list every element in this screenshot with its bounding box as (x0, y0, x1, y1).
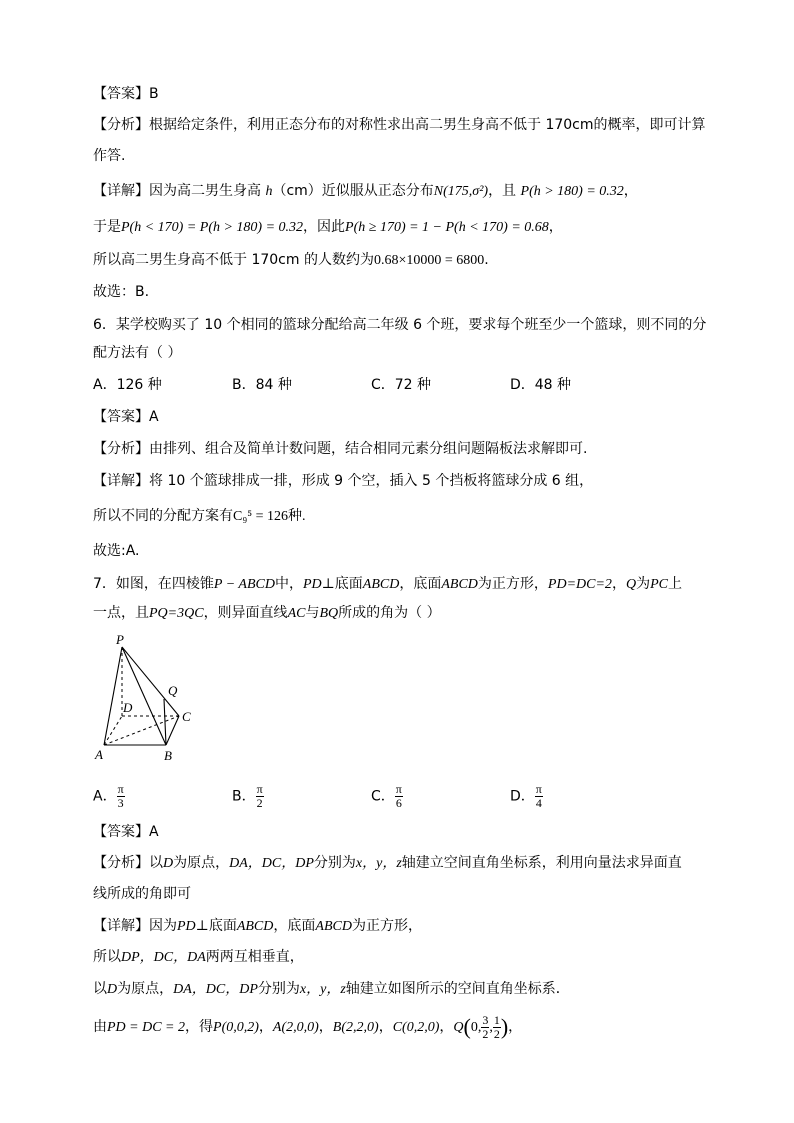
q7-analysis-line-1 (93, 853, 682, 874)
count-expr: 0.68×10000 = 6800 (373, 253, 485, 268)
q7-option-d-num: π (535, 782, 542, 796)
q7-detail-1e: ，底面 (273, 918, 316, 934)
q7-option-b-den: 2 (256, 796, 263, 810)
q7-stem-1m: 为 (636, 576, 651, 592)
q7-stem-1b: P − ABCD (213, 577, 275, 592)
q7-option-d-label: D． (510, 788, 535, 805)
paren-close: ) (500, 1014, 509, 1039)
answer-tag: 【答案】 (93, 409, 149, 425)
q6-option-a: A．126 种 (93, 377, 162, 393)
q7-analysis-1g: 轴建立空间直角坐标系，利用向量法求异面直 (401, 855, 682, 871)
q5-analysis-text-1: 根据给定条件，利用正态分布的对称性求出高二男生身高不低于 170cm的概率，即可计算 (149, 117, 706, 133)
q-x-coord: 0, (470, 1020, 482, 1035)
q7-detail-line-3 (93, 979, 570, 1000)
analysis-tag: 【分析】 (93, 441, 149, 457)
q7-detail-1f: ABCD (315, 919, 352, 934)
q6-detail-line-2 (93, 506, 306, 527)
q-z-num: 1 (493, 1012, 500, 1027)
q7-detail-3d: DA，DC，DP (173, 982, 258, 997)
q7-option-a-den: 3 (117, 796, 124, 810)
q7-detail-1a: 因为 (149, 918, 177, 934)
q7-detail-line-1 (93, 916, 422, 937)
label-C: C (182, 709, 191, 724)
q5-detail-line-3 (93, 250, 489, 271)
q7-stem-2g: 所成的角为（ ） (338, 605, 441, 621)
q5-choose-text: 故选：B. (93, 284, 150, 300)
q7-option-a (93, 783, 125, 810)
period: . (484, 252, 489, 268)
q7-stem-1c: 中， (274, 576, 303, 592)
q6-option-d: D．48 种 (510, 377, 572, 393)
q7-analysis-2: 线所成的角即可 (93, 886, 191, 902)
point-P: P(0,0,2) (213, 1020, 259, 1035)
q7-detail-2b: DP，DC，DA (121, 950, 206, 965)
q7-detail-1b: PD⊥ (177, 919, 209, 934)
label-A: A (95, 747, 103, 762)
comma: ， (548, 219, 563, 235)
q-comma: , (489, 1020, 493, 1035)
q7-option-c-den: 6 (395, 796, 402, 810)
q7-stem-1a: 7．如图，在四棱锥 (93, 576, 214, 592)
q7-stem-1d: PD⊥ (302, 577, 335, 592)
q7-option-c-num: π (395, 782, 402, 796)
q7-option-d-den: 4 (535, 796, 542, 810)
q7-stem-1j: PD=DC=2 (547, 577, 612, 592)
q6-answer: A (149, 409, 159, 425)
q7-stem-2d: AC (287, 606, 306, 621)
q5-analysis-text-2: 作答. (93, 148, 126, 164)
q7-stem-line-2 (93, 603, 441, 624)
q6-choose-text: 故选:A. (93, 543, 140, 559)
q7-option-a-label: A． (93, 788, 117, 805)
q7-option-a-frac (117, 783, 125, 810)
q7-detail-1c: 底面 (208, 918, 237, 934)
q7-stem-1i: 为正方形， (477, 576, 548, 592)
prob-expr-3: P(h ≥ 170) = 1 − P(h < 170) = 0.68 (345, 220, 549, 235)
point-C: C(0,2,0) (392, 1020, 440, 1035)
q7-detail-4c: ，得 (185, 1019, 214, 1035)
q7-stem-1h: ABCD (441, 577, 478, 592)
edge-PA (104, 647, 122, 745)
q7-answer-line (93, 822, 159, 842)
q7-analysis-line-2 (93, 884, 191, 904)
q7-option-d (510, 783, 543, 810)
q7-analysis-1c: 为原点， (173, 855, 230, 871)
q7-option-b-num: π (256, 782, 263, 796)
analysis-tag: 【分析】 (93, 117, 149, 133)
q7-detail-3f: x，y，z (299, 982, 346, 997)
q7-answer: A (149, 824, 159, 840)
q7-stem-1g: ，底面 (399, 576, 442, 592)
q7-analysis-1e: 分别为 (313, 855, 356, 871)
detail-tag: 【详解】 (93, 473, 149, 489)
q7-detail-line-2 (93, 947, 304, 968)
q7-stem-1l: Q (625, 577, 637, 592)
q7-detail-1g: 为正方形， (351, 918, 422, 934)
q5-choose (93, 282, 149, 302)
q7-analysis-1f: x，y，z (355, 856, 402, 871)
q7-option-c-frac (395, 783, 403, 810)
q5-detail-text-1d: ，且 (488, 183, 517, 199)
q7-detail-2c: 两两互相垂直， (205, 949, 304, 965)
combination-expr: C₉⁵ = 126种. (233, 509, 306, 524)
q7-detail-4b: PD = DC = 2 (107, 1020, 186, 1035)
q5-analysis-line-2 (93, 146, 125, 166)
q7-detail-4e: ， (258, 1019, 273, 1035)
comma: ， (623, 183, 638, 199)
q-y-den: 2 (482, 1026, 489, 1041)
q7-detail-3e: 分别为 (257, 981, 300, 997)
q7-stem-1o: 上 (667, 576, 682, 592)
q7-stem-2e: 与 (305, 605, 320, 621)
q5-detail-text-3a: 所以高二男生身高不低于 170cm 的人数约为 (93, 252, 374, 268)
pyramid-figure (90, 633, 210, 768)
q6-option-b: B．84 种 (232, 377, 292, 393)
analysis-tag: 【分析】 (93, 855, 149, 871)
q7-analysis-1d: DA，DC，DP (229, 856, 314, 871)
normal-dist: N(175,σ²) (433, 184, 489, 199)
q5-analysis-line-1 (93, 115, 706, 135)
q7-option-b-label: B． (232, 788, 256, 805)
q7-detail-3c: 为原点， (117, 981, 174, 997)
var-h: h (265, 184, 273, 199)
prob-expr-1: P(h > 180) = 0.32 (520, 184, 624, 199)
q7-detail-line-4 (93, 1013, 522, 1042)
q6-detail-line-1 (93, 471, 593, 491)
label-B: B (164, 748, 172, 763)
q6-stem-line-1 (93, 315, 706, 335)
point-B: B(2,2,0) (332, 1020, 379, 1035)
q7-stem-2a: 一点，且 (93, 605, 149, 621)
q7-detail-3a: 以 (93, 981, 107, 997)
detail-tag: 【详解】 (93, 183, 149, 199)
label-Q: Q (168, 683, 178, 698)
label-P: P (116, 633, 124, 647)
detail-tag: 【详解】 (93, 918, 149, 934)
q7-detail-4s: ， (508, 1019, 523, 1035)
point-A: A(2,0,0) (272, 1020, 319, 1035)
q7-detail-3b: D (107, 982, 118, 997)
q7-analysis-1a: 以 (149, 855, 163, 871)
q5-answer-line (93, 84, 159, 104)
q6-stem-line-2 (93, 343, 181, 363)
q7-detail-4g: ， (318, 1019, 333, 1035)
q7-option-b (232, 783, 264, 810)
q5-detail-text-1a: 因为高二男生身高 (149, 183, 261, 199)
q7-detail-4k: ， (439, 1019, 454, 1035)
q7-option-c (371, 783, 403, 810)
q5-detail-text-2c: ，因此 (303, 219, 346, 235)
q7-stem-1e: 底面 (334, 576, 363, 592)
q7-stem-2c: ，则异面直线 (203, 605, 288, 621)
answer-tag: 【答案】 (93, 86, 149, 102)
q7-stem-2b: PQ=3QC (149, 606, 204, 621)
q6-analysis-line (93, 439, 587, 459)
q5-detail-text-1b: （cm）近似服从正态分布 (272, 183, 434, 199)
q5-answer: B (149, 86, 159, 102)
q7-detail-3g: 轴建立如图所示的空间直角坐标系． (345, 981, 570, 997)
paren-open: ( (463, 1014, 471, 1039)
q5-detail-line-2 (93, 217, 563, 238)
q7-analysis-1b: D (163, 856, 174, 871)
edge-PB (122, 647, 166, 745)
label-D: D (123, 700, 133, 715)
q7-stem-1f: ABCD (362, 577, 400, 592)
q7-detail-2a: 所以 (93, 949, 121, 965)
q6-detail-text-2a: 所以不同的分配方案有 (93, 508, 233, 524)
q7-stem-2f: BQ (319, 606, 339, 621)
q6-stem-text-2: 配方法有（ ） (93, 345, 182, 361)
point-Q-label: Q (453, 1020, 464, 1035)
q6-choose (93, 541, 140, 561)
q7-option-c-label: C． (371, 788, 395, 805)
q-z-frac (493, 1014, 501, 1041)
q6-option-c: C．72 种 (371, 377, 432, 393)
q6-stem-text-1: 6．某学校购买了 10 个相同的篮球分配给高二年级 6 个班，要求每个班至少一个篮球，则不同的分 (93, 317, 707, 333)
q6-analysis-text: 由排列、组合及简单计数问题，结合相同元素分组问题隔板法求解即可. (149, 441, 588, 457)
prob-expr-2: P(h < 170) = P(h > 180) = 0.32 (121, 220, 304, 235)
q5-detail-text-2a: 于是 (93, 219, 121, 235)
q7-option-a-num: π (117, 782, 124, 796)
answer-tag: 【答案】 (93, 824, 149, 840)
q-y-num: 3 (482, 1012, 489, 1027)
q7-detail-4i: ， (378, 1019, 393, 1035)
q7-detail-4a: 由 (93, 1019, 107, 1035)
q7-stem-line-1 (93, 574, 682, 595)
q7-option-b-frac (256, 783, 264, 810)
q6-detail-text-1: 将 10 个篮球排成一排，形成 9 个空，插入 5 个挡板将篮球分成 6 组， (149, 473, 594, 489)
q7-stem-1k: ， (611, 576, 626, 592)
q7-detail-1d: ABCD (236, 919, 274, 934)
q7-option-d-frac (535, 783, 543, 810)
q-z-den: 2 (493, 1026, 500, 1041)
q5-detail-line-1 (93, 181, 638, 202)
edge-BQ (164, 699, 166, 745)
q7-stem-1n: PC (650, 577, 668, 592)
q6-answer-line (93, 407, 159, 427)
